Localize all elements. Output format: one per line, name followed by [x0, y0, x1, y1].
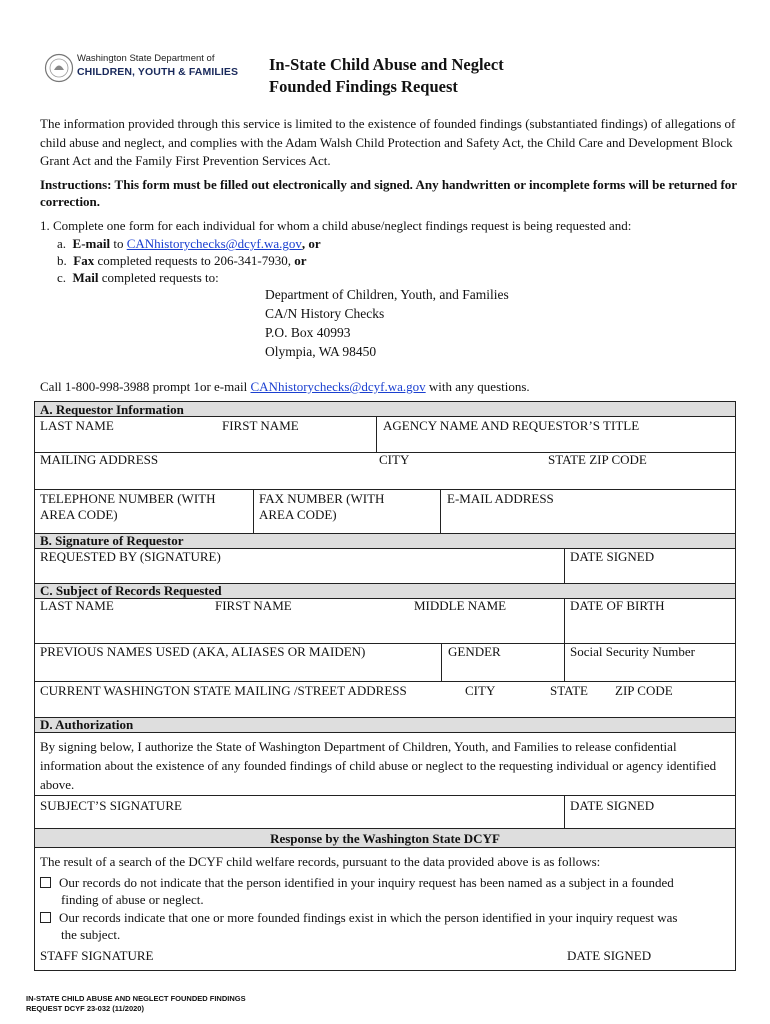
subject-signature-field[interactable]: SUBJECT’S SIGNATURE: [40, 798, 182, 813]
subject-ssn-field[interactable]: Social Security Number: [570, 644, 695, 659]
option-a-to: to: [113, 236, 124, 251]
option-c-bold: Mail: [72, 270, 99, 285]
step-fax-option: [57, 253, 307, 269]
requestor-mailing-address-field[interactable]: MAILING ADDRESS: [40, 452, 159, 467]
contact-line: [40, 379, 530, 395]
phone-label-line1: TELEPHONE NUMBER (WITH: [40, 491, 216, 506]
fax-label-line1: FAX NUMBER (WITH: [259, 491, 385, 506]
requestor-last-name-field[interactable]: LAST NAME: [40, 418, 114, 433]
instructions-paragraph: Instructions: This form must be filled out electronically and signed. Any handwritten or incomplete forms will be returned for correction.: [40, 177, 737, 209]
dcyf-logo: [44, 50, 239, 86]
staff-date-signed-field[interactable]: DATE SIGNED: [567, 948, 652, 963]
subject-dob-field[interactable]: DATE OF BIRTH: [570, 598, 665, 613]
findings-exist-line1: Our records indicate that one or more founded findings exist in which the person identified in your inquiry request was: [59, 910, 678, 925]
intro-paragraph: The information provided through this service is limited to the existence of founded findings (substantiated findings) of allegations of child abuse and neglect, and complies with the Adam Walsh Child Protection and Safety Act, the Child Care and Development Block Grant Act and the Family First Prevention Services Act.: [40, 116, 736, 169]
requestor-signature-field[interactable]: REQUESTED BY (SIGNATURE): [40, 549, 221, 564]
option-a-bold: E-mail: [72, 236, 111, 251]
contact-suffix: with any questions.: [428, 379, 530, 394]
subject-zip-field[interactable]: ZIP CODE: [615, 683, 673, 698]
option-a-or: , or: [301, 236, 321, 251]
request-form-table: [34, 401, 736, 971]
staff-signature-field[interactable]: STAFF SIGNATURE: [40, 948, 154, 963]
logo-department-text: Washington State Department of: [77, 53, 215, 64]
section-a-heading: A. Requestor Information: [40, 402, 184, 417]
section-d-header: [35, 718, 735, 732]
no-findings-line2: finding of abuse or neglect.: [61, 892, 204, 907]
step-email-option: [57, 236, 321, 252]
form-footer: [26, 994, 246, 1014]
section-d-heading: D. Authorization: [40, 717, 134, 732]
subject-city-field[interactable]: CITY: [465, 683, 496, 698]
option-b-bold: Fax: [73, 253, 95, 268]
findings-exist-checkbox[interactable]: [40, 912, 51, 923]
requestor-date-signed-field[interactable]: DATE SIGNED: [570, 549, 655, 564]
option-a-prefix: a.: [57, 236, 67, 251]
email-link[interactable]: CANhistorychecks@dcyf.wa.gov: [126, 236, 302, 251]
requestor-first-name-field[interactable]: FIRST NAME: [222, 418, 299, 433]
option-b-text: completed requests to 206-341-7930,: [97, 253, 291, 268]
contact-prefix: Call 1-800-998-3988 prompt 1or e-mail: [40, 379, 248, 394]
section-c-heading: C. Subject of Records Requested: [40, 583, 222, 598]
subject-last-name-field[interactable]: LAST NAME: [40, 598, 114, 613]
phone-label-line2: AREA CODE): [40, 507, 118, 522]
subject-address-field[interactable]: CURRENT WASHINGTON STATE MAILING /STREET ADDRESS: [40, 683, 407, 698]
requestor-city-field[interactable]: CITY: [379, 452, 410, 467]
mail-address-line3: P.O. Box 40993: [265, 325, 351, 340]
subject-state-field[interactable]: STATE: [550, 683, 588, 698]
requestor-agency-field[interactable]: AGENCY NAME AND REQUESTOR’S TITLE: [383, 418, 640, 433]
option-c-prefix: c.: [57, 270, 67, 285]
authorization-text: By signing below, I authorize the State of Washington Department of Children, Youth, and Families to release confidential information about the existence of any founded findings of child abuse or neglect to the requesting individual or agency identified above.: [40, 739, 717, 792]
no-findings-checkbox[interactable]: [40, 877, 51, 888]
form-title-line2: Founded Findings Request: [269, 77, 458, 96]
findings-exist-line2: the subject.: [61, 927, 121, 942]
footer-line2: REQUEST DCYF 23-032 (11/2020): [26, 1004, 144, 1013]
mail-address-line2: CA/N History Checks: [265, 306, 385, 321]
section-b-heading: B. Signature of Requestor: [40, 533, 184, 548]
option-b-prefix: b.: [57, 253, 67, 268]
requestor-state-zip-field[interactable]: STATE ZIP CODE: [548, 452, 647, 467]
no-findings-line1: Our records do not indicate that the person identified in your inquiry request has been named as a subject in a founded: [59, 875, 674, 890]
mail-address-line1: Department of Children, Youth, and Families: [265, 287, 509, 302]
subject-date-signed-field[interactable]: DATE SIGNED: [570, 798, 655, 813]
response-option-findings-exist: [40, 909, 677, 943]
response-option-no-findings: [40, 874, 674, 908]
footer-line1: IN-STATE CHILD ABUSE AND NEGLECT FOUNDED FINDINGS: [26, 994, 246, 1003]
step-1: 1. Complete one form for each individual for whom a child abuse/neglect findings request is being requested and:: [40, 218, 632, 233]
step-mail-option: [57, 270, 219, 286]
option-b-or: or: [294, 253, 307, 268]
subject-gender-field[interactable]: GENDER: [448, 644, 501, 659]
requestor-email-field[interactable]: E-MAIL ADDRESS: [447, 491, 554, 506]
requestor-fax-field[interactable]: [259, 491, 384, 523]
contact-email-link[interactable]: CANhistorychecks@dcyf.wa.gov: [250, 379, 426, 394]
logo-agency-text: CHILDREN, YOUTH & FAMILIES: [77, 66, 239, 78]
subject-first-name-field[interactable]: FIRST NAME: [215, 598, 292, 613]
response-heading: Response by the Washington State DCYF: [270, 831, 500, 846]
fax-label-line2: AREA CODE): [259, 507, 337, 522]
subject-middle-name-field[interactable]: MIDDLE NAME: [414, 598, 507, 613]
requestor-phone-field[interactable]: [40, 491, 215, 523]
option-c-text: completed requests to:: [101, 270, 219, 285]
form-title-line1: In-State Child Abuse and Neglect: [269, 55, 504, 74]
response-intro: The result of a search of the DCYF child welfare records, pursuant to the data provided above is as follows:: [40, 854, 601, 869]
subject-previous-names-field[interactable]: PREVIOUS NAMES USED (AKA, ALIASES OR MAIDEN): [40, 644, 366, 659]
state-seal-icon: [44, 53, 74, 83]
mail-address-line4: Olympia, WA 98450: [265, 344, 377, 359]
